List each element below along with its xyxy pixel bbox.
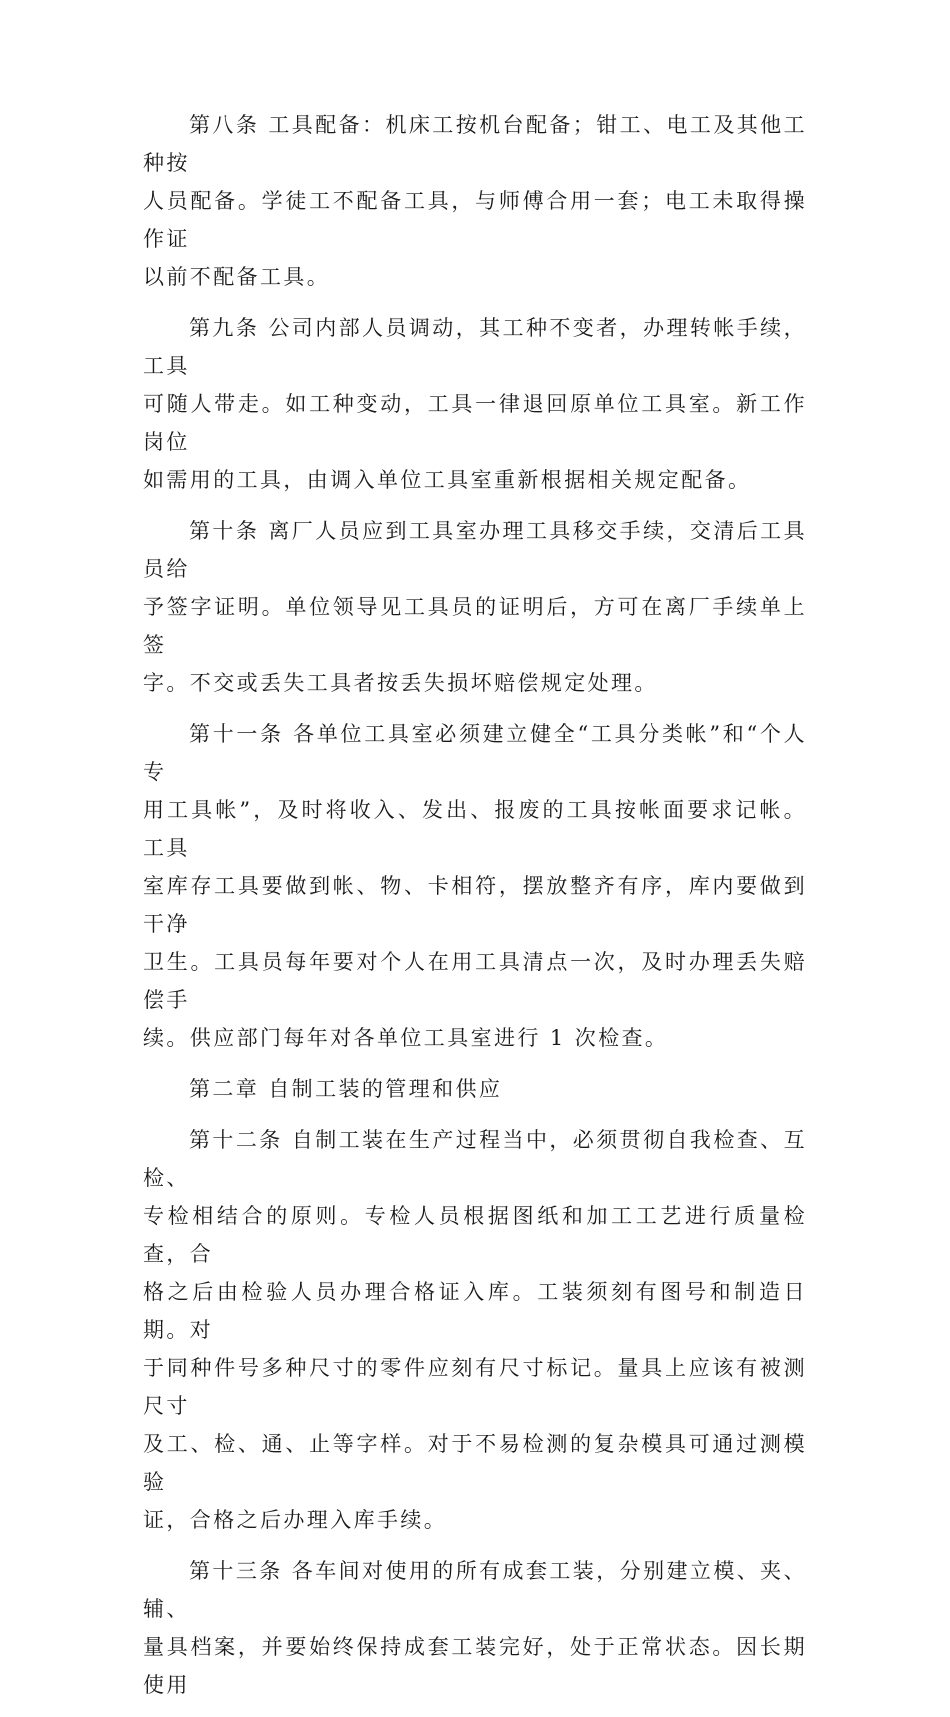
- article-13-paragraph: [143, 1552, 807, 1704]
- text-line: 人员配备。学徒工不配备工具，与师傅合用一套；电工未取得操作证: [143, 189, 807, 251]
- document-body: [143, 106, 807, 1717]
- text-line: 第二章 自制工装的管理和供应: [189, 1077, 503, 1101]
- text-line: 量具档案，并要始终保持成套工装完好，处于正常状态。因长期使用: [143, 1635, 807, 1697]
- text-line: 室库存工具要做到帐、物、卡相符，摆放整齐有序，库内要做到干净: [143, 874, 807, 936]
- article-10-paragraph: [143, 512, 807, 702]
- text-line: 专检相结合的原则。专检人员根据图纸和加工工艺进行质量检查，合: [143, 1204, 807, 1266]
- text-line: 第九条 公司内部人员调动，其工种不变者，办理转帐手续，工具: [143, 316, 807, 378]
- text-line: 用工具帐”，及时将收入、发出、报废的工具按帐面要求记帐。工具: [143, 798, 807, 860]
- text-line: 第十二条 自制工装在生产过程当中，必须贯彻自我检查、互检、: [143, 1128, 807, 1190]
- text-line: 及工、检、通、止等字样。对于不易检测的复杂模具可通过测模验: [143, 1432, 807, 1494]
- text-line: 可随人带走。如工种变动，工具一律退回原单位工具室。新工作岗位: [143, 392, 807, 454]
- article-9-paragraph: [143, 309, 807, 499]
- article-8-paragraph: [143, 106, 807, 296]
- text-line: 予签字证明。单位领导见工具员的证明后，方可在离厂手续单上签: [143, 595, 807, 657]
- text-line: 第十三条 各车间对使用的所有成套工装，分别建立模、夹、辅、: [143, 1559, 807, 1621]
- text-line: 字。不交或丢失工具者按丢失损坏赔偿规定处理。: [143, 671, 658, 695]
- article-12-paragraph: [143, 1121, 807, 1539]
- text-line: 以前不配备工具。: [143, 265, 331, 289]
- text-line: 第十一条 各单位工具室必须建立健全“工具分类帐”和“个人专: [143, 722, 807, 784]
- text-line: 卫生。工具员每年要对个人在用工具清点一次，及时办理丢失赔偿手: [143, 950, 807, 1012]
- text-line: 于同种件号多种尺寸的零件应刻有尺寸标记。量具上应该有被测尺寸: [143, 1356, 807, 1418]
- text-line: 续。供应部门每年对各单位工具室进行 1 次检查。: [143, 1026, 669, 1050]
- text-line: 格之后由检验人员办理合格证入库。工装须刻有图号和制造日期。对: [143, 1280, 807, 1342]
- text-line: 第八条 工具配备：机床工按机台配备；钳工、电工及其他工种按: [143, 113, 807, 175]
- article-11-paragraph: [143, 715, 807, 1057]
- text-line: 如需用的工具，由调入单位工具室重新根据相关规定配备。: [143, 468, 752, 492]
- text-line: 第十条 离厂人员应到工具室办理工具移交手续，交清后工具员给: [143, 519, 807, 581]
- text-line: 证，合格之后办理入库手续。: [143, 1508, 448, 1532]
- chapter-2-heading: [143, 1070, 807, 1108]
